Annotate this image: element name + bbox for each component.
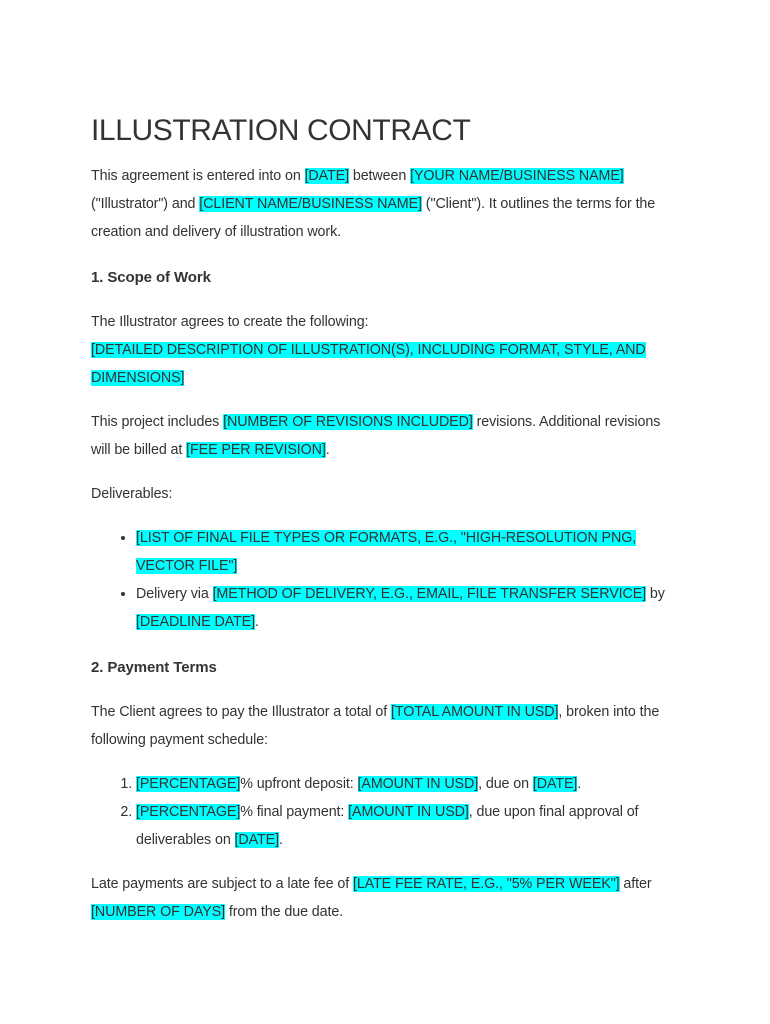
payment-text: The Client agrees to pay the Illustrator a total of: [91, 704, 391, 720]
placeholder-your-name: [YOUR NAME/BUSINESS NAME]: [410, 168, 624, 184]
payment-schedule-list: [91, 770, 681, 854]
deliverables-label: Deliverables:: [91, 486, 173, 502]
revisions-paragraph: [91, 408, 681, 464]
late-fee-paragraph: [91, 870, 681, 926]
intro-text: This agreement is entered into on: [91, 168, 305, 184]
schedule-text: % upfront deposit:: [240, 776, 358, 792]
revisions-text: revisions. Additional revisions will be billed at: [91, 414, 661, 458]
delivery-text: by: [646, 586, 665, 602]
placeholder-date: [DATE]: [532, 776, 578, 792]
intro-paragraph: [91, 162, 681, 246]
late-fee-text: after: [619, 876, 652, 892]
placeholder-percentage: [PERCENTAGE]: [136, 776, 241, 792]
payment-paragraph: [91, 698, 681, 754]
intro-text: ("Client"). It outlines the terms for the creation and delivery of illustration work.: [91, 196, 656, 240]
delivery-text: .: [255, 614, 259, 630]
schedule-text: % final payment:: [240, 804, 349, 820]
placeholder-total: [TOTAL AMOUNT IN USD]: [390, 704, 559, 720]
list-item: [136, 770, 681, 798]
placeholder-date: [DATE]: [234, 832, 279, 848]
schedule-text: , due on: [478, 776, 533, 792]
payment-text: , broken into the following payment schedule:: [91, 704, 660, 748]
placeholder-percentage: [PERCENTAGE]: [136, 804, 241, 820]
section-heading-payment: 2. Payment Terms: [91, 659, 217, 676]
list-item: [136, 798, 681, 854]
placeholder-date: [DATE]: [304, 168, 349, 184]
placeholder-deadline: [DEADLINE DATE]: [136, 614, 255, 630]
placeholder-description: [DETAILED DESCRIPTION OF ILLUSTRATION(S), INCLUDING FORMAT, STYLE, AND DIMENSIONS]: [91, 342, 646, 386]
placeholder-number-of-days: [NUMBER OF DAYS]: [91, 904, 225, 920]
section-heading-scope: 1. Scope of Work: [91, 269, 211, 286]
late-fee-text: Late payments are subject to a late fee of: [91, 876, 353, 892]
delivery-text: Delivery via: [136, 586, 213, 602]
schedule-text: , due upon final approval of deliverables on: [136, 804, 639, 848]
schedule-text: .: [278, 832, 283, 848]
placeholder-fee: [FEE PER REVISION]: [186, 442, 326, 458]
placeholder-delivery-method: [METHOD OF DELIVERY, E.G., EMAIL, FILE TRANSFER SERVICE]: [212, 586, 647, 602]
placeholder-file-types: [LIST OF FINAL FILE TYPES OR FORMATS, E.G., "HIGH-RESOLUTION PNG, VECTOR FILE"]: [136, 530, 637, 574]
revisions-text: .: [325, 442, 330, 458]
placeholder-amount: [AMOUNT IN USD]: [357, 776, 479, 792]
intro-text: between: [348, 168, 411, 184]
list-item: [136, 580, 681, 636]
deliverables-list: [91, 524, 681, 636]
late-fee-text: from the due date.: [224, 904, 344, 920]
scope-paragraph: [91, 308, 681, 392]
list-item: [136, 524, 681, 580]
placeholder-client-name: [CLIENT NAME/BUSINESS NAME]: [199, 196, 422, 212]
revisions-text: This project includes: [91, 414, 224, 430]
document-title: ILLUSTRATION CONTRACT: [91, 114, 471, 147]
schedule-text: .: [577, 776, 582, 792]
scope-lead: The Illustrator agrees to create the following:: [91, 314, 369, 330]
placeholder-late-fee-rate: [LATE FEE RATE, E.G., "5% PER WEEK"]: [352, 876, 620, 892]
placeholder-amount: [AMOUNT IN USD]: [348, 804, 469, 820]
placeholder-revisions: [NUMBER OF REVISIONS INCLUDED]: [223, 414, 473, 430]
intro-text: ("Illustrator") and: [91, 196, 200, 212]
document-body: [91, 110, 681, 942]
